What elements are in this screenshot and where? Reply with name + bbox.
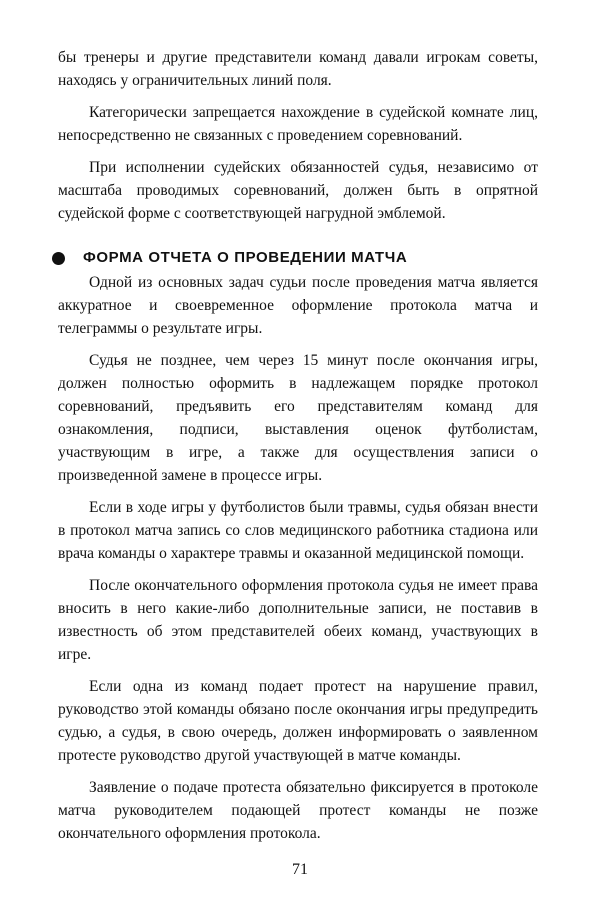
section-heading-text: ФОРМА ОТЧЕТА О ПРОВЕДЕНИИ МАТЧА [83, 249, 408, 266]
paragraph: Заявление о подаче протеста обязательно фиксируется в протоколе матча руководителем подающей протест команды не позже окончательного оформления протокола. [58, 779, 538, 842]
paragraph: Если в ходе игры у футболистов были травмы, судья обязан внести в протокол матча запись со слов медицинского работника стадиона или врача команды о характере травмы и оказанной медицинской помощи. [58, 499, 538, 562]
paragraph: Одной из основных задач судьи после проведения матча является аккуратное и своевременное оформление протокола матча и телеграммы о результате игры. [58, 274, 538, 337]
filled-circle-bullet-icon [52, 252, 65, 265]
paragraph: Если одна из команд подает протест на нарушение правил, руководство этой команды обязано после окончания игры предупредить судью, а судья, в свою очередь, должен информировать о заявленном протесте руководство другой участвующей в матче команды. [58, 678, 538, 764]
paragraph-continued: бы тренеры и другие представители команд давали игрокам советы, находясь у ограничительных линий поля. [58, 49, 538, 89]
paragraph: Судья не позднее, чем через 15 минут после окончания игры, должен полностью оформить в надлежащем порядке протокол соревнований, предъявить его представителям команд для ознакомления, подписи, выставления оценок футболистам, участвующим в игре, а также для осуществления записи о произведенной замене в процессе игры. [58, 352, 538, 484]
paragraph: После окончательного оформления протокола судья не имеет права вносить в него какие-либо дополнительные записи, не поставив в известность об этом представителей обеих команд, участвующих в игре. [58, 577, 538, 663]
page-number: 71 [292, 861, 308, 878]
section-heading [52, 247, 538, 269]
page-body [58, 46, 538, 845]
paragraph: При исполнении судейских обязанностей судья, независимо от масштаба проводимых соревнований, должен быть в опрятной судейской форме с соответствующей нагрудной эмблемой. [58, 159, 538, 222]
paragraph: Категорически запрещается нахождение в судейской комнате лиц, непосредственно не связанных с проведением соревнований. [58, 104, 538, 144]
